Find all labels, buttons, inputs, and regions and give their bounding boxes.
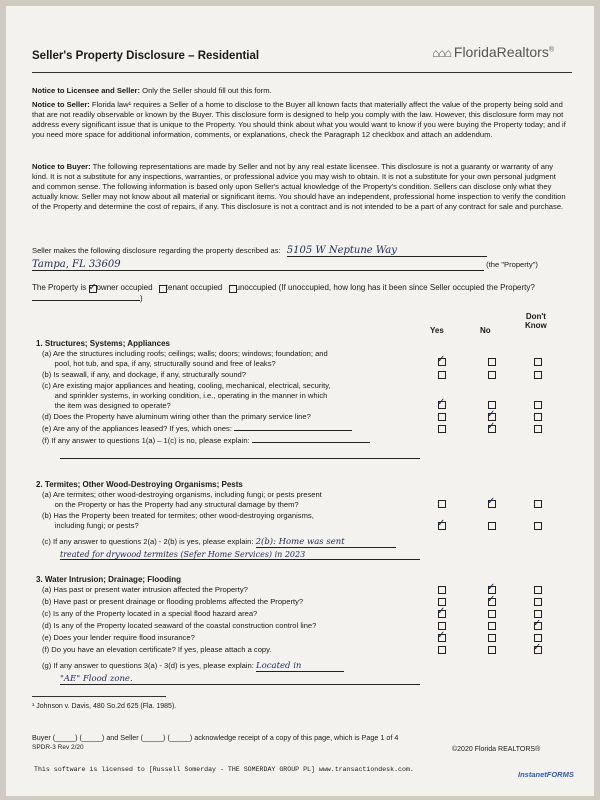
q3b-yes-checkbox[interactable] <box>438 598 446 606</box>
form-id: SPDR-3 Rev 2/20 <box>32 744 84 751</box>
title-divider <box>32 72 572 73</box>
property-intro: Seller makes the following disclosure regarding the property described as: 5105 W Neptune Way <box>32 246 568 257</box>
footnote-divider <box>32 696 166 697</box>
q2a-no-checkmark-icon: ✓ <box>487 496 496 507</box>
q2b-dk-checkbox[interactable] <box>534 522 542 530</box>
q1f: (f) If any answer to questions 1(a) – 1(c) is no, please explain: <box>42 436 370 446</box>
address-line-2[interactable]: Tampa, FL 33609 <box>32 260 484 271</box>
property-line-2: Tampa, FL 33609 (the "Property") <box>32 259 538 270</box>
section-2-title: 2. Termites; Other Wood-Destroying Organisms; Pests <box>36 480 243 489</box>
leased-appliances-field[interactable] <box>234 430 352 431</box>
page-title: Seller's Property Disclosure – Residential <box>32 50 260 62</box>
q2a-yes-checkbox[interactable] <box>438 500 446 508</box>
q1c: (c) Are existing major appliances and heating, cooling, mechanical, electrical, security, and sprinkler systems, in working condition, i.e., operating in the manner in which the item was designed to operate? <box>42 381 331 410</box>
col-dont-know: Don't Know <box>525 312 547 330</box>
q3d: (d) Is any of the Property located seaward of the coastal construction control line? <box>42 621 317 630</box>
q3g-explain-line2[interactable]: "AE" Flood zone. <box>60 674 420 685</box>
q2a: (a) Are termites; other wood-destroying organisms, including fungi; or pests present on the Property or has the Property had any structural damage by them? <box>42 490 322 509</box>
q1c-no-checkbox[interactable] <box>488 401 496 409</box>
acknowledgment-line: Buyer (_____) (_____) and Seller (_____) (_____) acknowledge receipt of a copy of this page, which is Page 1 of 4 <box>32 733 399 742</box>
q1a-dk-checkbox[interactable] <box>534 358 542 366</box>
q1a: (a) Are the structures including roofs; ceilings; walls; doors; windows; foundation; and pool, hot tub, and spa, if any, structurally sound and free of leaks? <box>42 349 328 368</box>
q3a: (a) Has past or present water intrusion affected the Property? <box>42 585 248 594</box>
q3g: (g) If any answer to questions 3(a) - 3(d) is yes, please explain: Located in <box>42 661 344 672</box>
q3d-yes-checkbox[interactable] <box>438 622 446 630</box>
q3d-no-checkbox[interactable] <box>488 622 496 630</box>
q3e-yes-checkmark-icon: ✓ <box>437 630 446 641</box>
q3a-no-checkmark-icon: ✓ <box>487 582 496 593</box>
q2b-no-checkbox[interactable] <box>488 522 496 530</box>
q3e-dk-checkbox[interactable] <box>534 634 542 642</box>
notice-buyer: Notice to Buyer: The following representations are made by Seller and not by any real estate licensee. This disclosure is not a guaranty or warranty of any kind. It is not a substitute for any inspections, warranties, or professional advice you may wish to obtain. It is not a substitute for your own personal judgment and common sense. The following information is based only upon Seller's actual knowledge of the Property's condition. Sellers can disclose only what they actually know. Seller may not know about all material or significant items. You should have an independent, professional home inspection to verify the condition of the Property and determine the cost of repairs, if any. This disclosure is not a contract and is not intended to be a part of any contract for sale and purchase. <box>32 162 566 211</box>
q2a-dk-checkbox[interactable] <box>534 500 542 508</box>
unoccupied-duration-field[interactable] <box>32 300 140 301</box>
q3f-dk-checkmark-icon: ✓ <box>533 642 542 653</box>
q1f-explain-field[interactable] <box>252 442 370 443</box>
q1e: (e) Are any of the appliances leased? If yes, which ones: <box>42 424 352 434</box>
q2b-yes-checkmark-icon: ✓ <box>437 518 446 529</box>
q3f-yes-checkbox[interactable] <box>438 646 446 654</box>
q2b: (b) Has the Property been treated for termites; other wood-destroying organisms, including fungi; or pests? <box>42 511 314 530</box>
q1e-yes-checkbox[interactable] <box>438 425 446 433</box>
copyright: ©2020 Florida REALTORS® <box>452 746 541 753</box>
q3f: (f) Do you have an elevation certificate? If yes, please attach a copy. <box>42 645 272 654</box>
q1d: (d) Does the Property have aluminum wiring other than the primary service line? <box>42 412 311 421</box>
q1b: (b) Is seawall, if any, and dockage, if any, structurally sound? <box>42 370 247 379</box>
q3d-dk-checkmark-icon: ✓ <box>533 618 542 629</box>
notice-licensee: Notice to Licensee and Seller: Only the Seller should fill out this form. <box>32 86 272 95</box>
q3c: (c) Is any of the Property located in a special flood hazard area? <box>42 609 258 618</box>
occupancy-row: The Property is ✓ owner occupied tenant occupied unoccupied (If unoccupied, how long has it been since Seller occupied the Property? ) <box>32 282 535 303</box>
q2c-explain-field[interactable]: 2(b): Home was sent <box>256 537 396 548</box>
q3c-dk-checkbox[interactable] <box>534 610 542 618</box>
q3b: (b) Have past or present drainage or flooding problems affected the Property? <box>42 597 304 606</box>
q1f-explain-line2[interactable] <box>60 458 420 459</box>
q1c-dk-checkbox[interactable] <box>534 401 542 409</box>
license-notice: This software is licensed to [Russell Somerday - THE SOMERDAY GROUP PL] www.transactiondesk.com. <box>34 766 414 773</box>
q3g-explain-field[interactable]: Located in <box>256 661 344 672</box>
col-no: No <box>480 326 491 335</box>
q1e-dk-checkbox[interactable] <box>534 425 542 433</box>
q1b-yes-checkbox[interactable] <box>438 371 446 379</box>
q1c-yes-checkmark-icon: ✓ <box>437 397 446 408</box>
q3e: (e) Does your lender require flood insurance? <box>42 633 195 642</box>
q3b-dk-checkbox[interactable] <box>534 598 542 606</box>
q1d-no-checkmark-icon: ✓ <box>487 409 496 420</box>
q2c: (c) If any answer to questions 2(a) - 2(b) is yes, please explain: 2(b): Home was sent <box>42 537 396 548</box>
address-line-1[interactable]: 5105 W Neptune Way <box>287 246 487 257</box>
florida-realtors-logo: ⌂⌂⌂ FloridaRealtors® <box>432 44 554 60</box>
q3c-yes-checkmark-icon: ✓ <box>437 606 446 617</box>
col-yes: Yes <box>430 326 444 335</box>
q3f-no-checkbox[interactable] <box>488 646 496 654</box>
q1d-dk-checkbox[interactable] <box>534 413 542 421</box>
q1b-no-checkbox[interactable] <box>488 371 496 379</box>
notice-seller: Notice to Seller: Florida law¹ requires a Seller of a home to disclose to the Buyer all known facts that materially affect the value of the property being sold and that are not readily observable or known by the Buyer. This disclosure form is designed to help you comply with the law. However, this disclosure form may not address every significant issue that is unique to the Property. You should think about what you would want to know if you were buying the Property today; and if you need more space for additional information, comments, or explanations, check the Paragraph 12 checkbox and attach an addendum. <box>32 100 566 139</box>
q1a-no-checkbox[interactable] <box>488 358 496 366</box>
q1e-no-checkmark-icon: ✓ <box>487 421 496 432</box>
q1d-yes-checkbox[interactable] <box>438 413 446 421</box>
q3a-dk-checkbox[interactable] <box>534 586 542 594</box>
q1a-yes-checkmark-icon: ✓ <box>437 354 446 365</box>
q3a-yes-checkbox[interactable] <box>438 586 446 594</box>
q3e-no-checkbox[interactable] <box>488 634 496 642</box>
house-logo-icon: ⌂⌂⌂ <box>432 46 451 60</box>
instanet-forms-logo: InstanetFORMS <box>518 770 574 779</box>
footnote: ¹ Johnson v. Davis, 480 So.2d 625 (Fla. 1985). <box>32 703 177 710</box>
disclosure-page <box>6 6 594 796</box>
q2c-explain-line2[interactable]: treated for drywood termites (Sefer Home Services) in 2023 <box>60 550 420 560</box>
q3c-no-checkbox[interactable] <box>488 610 496 618</box>
q3b-no-checkmark-icon: ✓ <box>487 594 496 605</box>
section-1-title: 1. Structures; Systems; Appliances <box>36 339 170 348</box>
section-3-title: 3. Water Intrusion; Drainage; Flooding <box>36 575 182 584</box>
q1b-dk-checkbox[interactable] <box>534 371 542 379</box>
